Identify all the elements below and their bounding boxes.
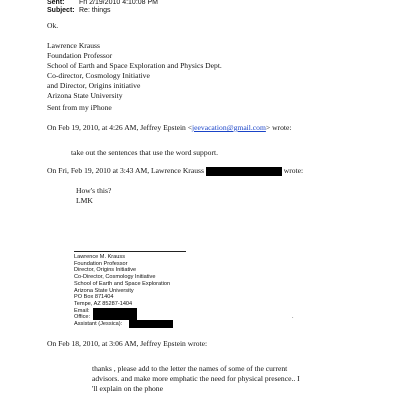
- sent-from-line: Sent from my iPhone: [47, 103, 112, 112]
- reply-text: Ok.: [47, 21, 59, 30]
- email-label: Email:: [74, 307, 90, 314]
- quote1-intro-prefix: On Feb 19, 2010, at 4:26 AM, Jeffrey Epstein <: [47, 123, 193, 132]
- subject-value: Re: things: [79, 7, 111, 14]
- signature-line: Foundation Professor: [47, 51, 113, 60]
- sig-line: Foundation Professor: [74, 260, 128, 267]
- redaction-bar: [206, 167, 282, 176]
- sig-line: Co-Director, Cosmology Initiative: [74, 274, 156, 281]
- sig-line: Director, Origins Initiative: [74, 267, 137, 274]
- reply-signature: [47, 41, 222, 101]
- sender-email-link[interactable]: jeevacation@gmail.com: [192, 123, 266, 132]
- quote1-body: take out the sentences that use the word support.: [71, 148, 218, 157]
- sent-value: Fri 2/19/2010 4:10:08 PM: [79, 0, 158, 6]
- signature-line: School of Earth and Space Exploration and Physics Dept.: [47, 61, 222, 70]
- sent-label: Sent:: [47, 0, 65, 6]
- quote1-intro-suffix: > wrote:: [265, 123, 292, 132]
- quote1-intro: [47, 123, 291, 133]
- office-label: Office:: [74, 314, 91, 321]
- quote2-intro-suffix: wrote:: [283, 166, 304, 175]
- sig-line: Lawrence M. Krauss: [74, 254, 125, 260]
- sig-line: Arizona State University: [74, 287, 134, 294]
- signature-line: Lawrence Krauss: [47, 41, 100, 50]
- quote3-line: 'll explain on the phone: [92, 384, 163, 393]
- trailing-mark: .: [292, 314, 294, 320]
- quote3-body: [92, 364, 300, 394]
- quote2-line: LMK: [76, 196, 93, 205]
- quote2-body: [76, 186, 111, 206]
- sig-line: PO Box 871404: [74, 294, 114, 301]
- sig-line: School of Earth and Space Exploration: [74, 280, 171, 287]
- quote3-line: thanks , please add to the letter the names of some of the current: [92, 364, 288, 373]
- signature-line: and Director, Origins initiative: [47, 81, 141, 90]
- signature-divider: [74, 251, 186, 252]
- signature-line: Arizona State University: [47, 91, 123, 100]
- quote3-intro: On Feb 18, 2010, at 3:06 AM, Jeffrey Epstein wrote:: [47, 339, 208, 348]
- quote3-line: advisors. and make more emphatic the need for physical presence.. I: [92, 374, 300, 383]
- subject-row: [47, 7, 111, 15]
- quote2-intro-prefix: On Fri, Feb 19, 2010 at 3:43 AM, Lawrence Krauss: [47, 166, 204, 175]
- quote2-intro: [47, 166, 303, 176]
- subject-label: Subject:: [47, 7, 75, 14]
- assistant-label: Assistant (Jessica):: [74, 321, 123, 328]
- redaction-bar: [93, 308, 137, 320]
- sig-line: Tempe, AZ 85287-1404: [74, 300, 133, 307]
- quote2-line: How's this?: [76, 186, 112, 195]
- redaction-bar: [129, 320, 173, 328]
- sent-row: [47, 0, 158, 7]
- signature-line: Co-director, Cosmology Initiative: [47, 71, 150, 80]
